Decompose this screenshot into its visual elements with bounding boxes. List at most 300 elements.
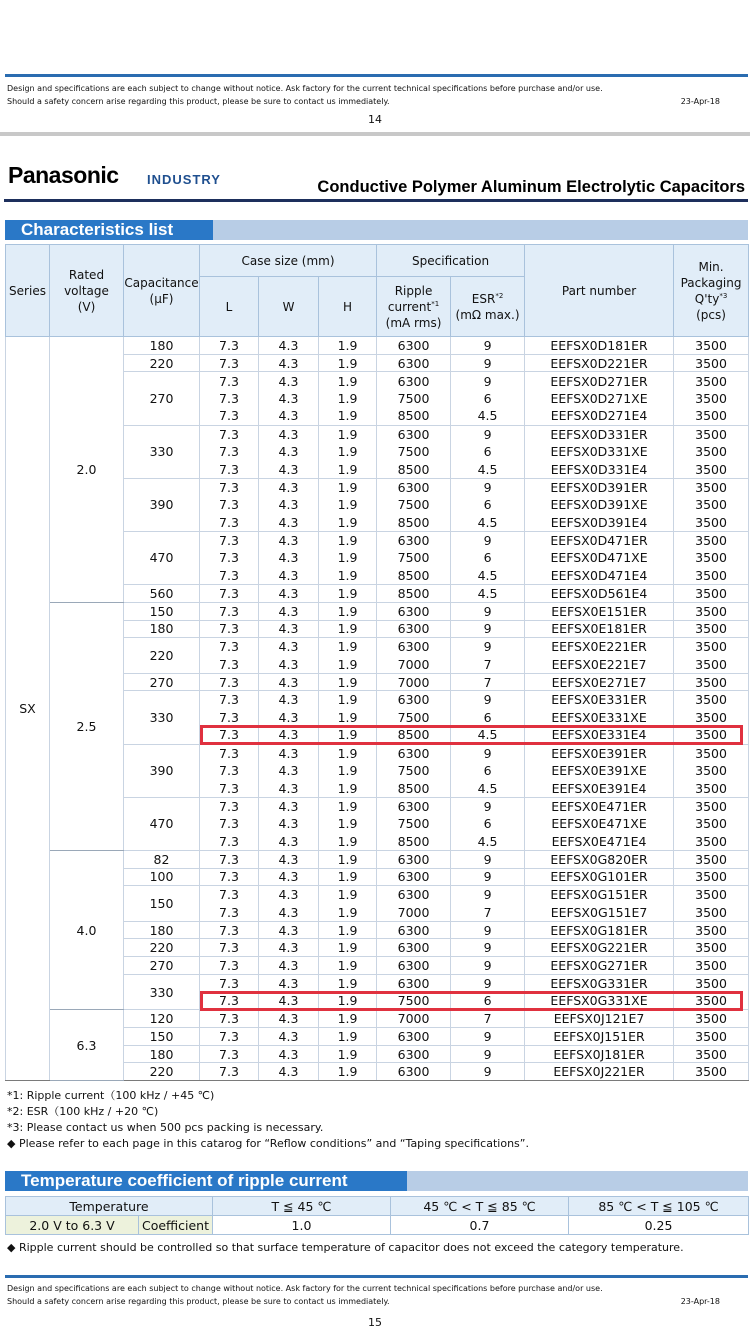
cell-min-pack: 3500: [674, 868, 749, 886]
brand-subtitle: INDUSTRY: [147, 172, 221, 187]
cell-H: 1.9: [319, 904, 377, 922]
cell-H: 1.9: [319, 514, 377, 532]
cell-min-pack: 3500: [674, 354, 749, 372]
top-disclaimer-line1: Design and specifications are each subject to change without notice. Ask factory for the current technical specifications before purchase and/or use.: [7, 84, 603, 93]
cell-ripple: 7500: [377, 992, 451, 1010]
cell-H: 1.9: [319, 461, 377, 479]
cell-esr: 7: [451, 904, 525, 922]
cell-min-pack: 3500: [674, 726, 749, 744]
cell-esr: 7: [451, 673, 525, 691]
cell-min-pack: 3500: [674, 957, 749, 975]
cell-part-number: EEFSX0E221E7: [525, 655, 674, 673]
temp-coefficient: 0.25: [569, 1216, 749, 1235]
cell-esr: 9: [451, 868, 525, 886]
top-disclaimer-line2: Should a safety concern arise regarding this product, please be sure to contact us immediately.: [7, 97, 390, 106]
col-rated-voltage: Rated voltage (V): [50, 245, 124, 337]
cell-ripple: 7500: [377, 390, 451, 408]
cell-L: 7.3: [200, 407, 259, 425]
cell-W: 4.3: [259, 620, 319, 638]
cell-esr: 9: [451, 850, 525, 868]
cell-ripple: 8500: [377, 833, 451, 851]
cell-W: 4.3: [259, 531, 319, 549]
cell-W: 4.3: [259, 478, 319, 496]
temp-range: 45 ℃ < T ≦ 85 ℃: [391, 1197, 569, 1216]
cell-W: 4.3: [259, 443, 319, 461]
cell-min-pack: 3500: [674, 939, 749, 957]
cell-capacitance: 470: [124, 531, 200, 584]
cell-W: 4.3: [259, 726, 319, 744]
cell-W: 4.3: [259, 390, 319, 408]
col-H: H: [319, 277, 377, 337]
cell-capacitance: 150: [124, 602, 200, 620]
cell-esr: 9: [451, 797, 525, 815]
cell-ripple: 6300: [377, 850, 451, 868]
cell-L: 7.3: [200, 691, 259, 709]
cell-esr: 4.5: [451, 514, 525, 532]
cell-H: 1.9: [319, 443, 377, 461]
cell-ripple: 7000: [377, 655, 451, 673]
cell-capacitance: 390: [124, 744, 200, 797]
cell-part-number: EEFSX0E221ER: [525, 638, 674, 656]
cell-ripple: 8500: [377, 567, 451, 585]
cell-min-pack: 3500: [674, 1045, 749, 1063]
cell-W: 4.3: [259, 354, 319, 372]
cell-L: 7.3: [200, 1010, 259, 1028]
cell-esr: 9: [451, 602, 525, 620]
cell-capacitance: 150: [124, 886, 200, 921]
cell-capacitance: 220: [124, 354, 200, 372]
cell-W: 4.3: [259, 833, 319, 851]
cell-H: 1.9: [319, 957, 377, 975]
cell-capacitance: 560: [124, 585, 200, 603]
cell-esr: 9: [451, 957, 525, 975]
cell-esr: 9: [451, 974, 525, 992]
cell-esr: 9: [451, 425, 525, 443]
cell-min-pack: 3500: [674, 425, 749, 443]
cell-H: 1.9: [319, 531, 377, 549]
cell-H: 1.9: [319, 1028, 377, 1046]
cell-min-pack: 3500: [674, 762, 749, 780]
cell-part-number: EEFSX0G820ER: [525, 850, 674, 868]
cell-ripple: 6300: [377, 886, 451, 904]
cell-min-pack: 3500: [674, 478, 749, 496]
cell-capacitance: 330: [124, 974, 200, 1009]
cell-ripple: 6300: [377, 744, 451, 762]
cell-esr: 9: [451, 478, 525, 496]
cell-L: 7.3: [200, 602, 259, 620]
cell-part-number: EEFSX0E271E7: [525, 673, 674, 691]
cell-L: 7.3: [200, 354, 259, 372]
cell-ripple: 7500: [377, 496, 451, 514]
cell-part-number: EEFSX0D471E4: [525, 567, 674, 585]
cell-capacitance: 100: [124, 868, 200, 886]
cell-esr: 9: [451, 1028, 525, 1046]
cell-esr: 9: [451, 939, 525, 957]
page-number-bottom: 15: [368, 1316, 382, 1329]
cell-W: 4.3: [259, 921, 319, 939]
title-rule: [4, 199, 748, 202]
cell-ripple: 7500: [377, 762, 451, 780]
cell-L: 7.3: [200, 425, 259, 443]
document-title: Conductive Polymer Aluminum Electrolytic Capacitors: [317, 178, 745, 196]
cell-L: 7.3: [200, 886, 259, 904]
cell-min-pack: 3500: [674, 691, 749, 709]
cell-H: 1.9: [319, 939, 377, 957]
cell-min-pack: 3500: [674, 655, 749, 673]
cell-min-pack: 3500: [674, 638, 749, 656]
cell-W: 4.3: [259, 797, 319, 815]
col-W: W: [259, 277, 319, 337]
note-esr: *2: ESR（100 kHz / +20 ℃): [7, 1105, 159, 1118]
cell-W: 4.3: [259, 904, 319, 922]
cell-ripple: 6300: [377, 602, 451, 620]
cell-esr: 9: [451, 620, 525, 638]
cell-min-pack: 3500: [674, 337, 749, 355]
cell-H: 1.9: [319, 992, 377, 1010]
cell-L: 7.3: [200, 478, 259, 496]
cell-esr: 6: [451, 443, 525, 461]
cell-H: 1.9: [319, 478, 377, 496]
cell-min-pack: 3500: [674, 797, 749, 815]
cell-capacitance: 220: [124, 1063, 200, 1081]
cell-L: 7.3: [200, 868, 259, 886]
cell-W: 4.3: [259, 638, 319, 656]
cell-capacitance: 180: [124, 1045, 200, 1063]
cell-part-number: EEFSX0G101ER: [525, 868, 674, 886]
cell-H: 1.9: [319, 1010, 377, 1028]
cell-part-number: EEFSX0D271XE: [525, 390, 674, 408]
cell-ripple: 6300: [377, 957, 451, 975]
cell-esr: 6: [451, 762, 525, 780]
cell-esr: 6: [451, 992, 525, 1010]
cell-capacitance: 330: [124, 425, 200, 478]
cell-part-number: EEFSX0J121E7: [525, 1010, 674, 1028]
cell-min-pack: 3500: [674, 673, 749, 691]
temp-header-label: Temperature: [6, 1197, 213, 1216]
cell-capacitance: 330: [124, 691, 200, 744]
cell-ripple: 7500: [377, 549, 451, 567]
cell-ripple: 8500: [377, 779, 451, 797]
cell-L: 7.3: [200, 850, 259, 868]
cell-capacitance: 220: [124, 939, 200, 957]
cell-part-number: EEFSX0E181ER: [525, 620, 674, 638]
cell-min-pack: 3500: [674, 496, 749, 514]
temp-coef-label: Coefficient: [139, 1216, 213, 1235]
cell-ripple: 6300: [377, 620, 451, 638]
cell-esr: 9: [451, 744, 525, 762]
cell-H: 1.9: [319, 850, 377, 868]
cell-part-number: EEFSX0D391E4: [525, 514, 674, 532]
cell-min-pack: 3500: [674, 567, 749, 585]
cell-L: 7.3: [200, 779, 259, 797]
cell-ripple: 8500: [377, 514, 451, 532]
cell-W: 4.3: [259, 602, 319, 620]
cell-part-number: EEFSX0G151E7: [525, 904, 674, 922]
cell-H: 1.9: [319, 620, 377, 638]
temp-coefficient: 0.7: [391, 1216, 569, 1235]
cell-W: 4.3: [259, 1028, 319, 1046]
cell-esr: 9: [451, 1063, 525, 1081]
cell-part-number: EEFSX0E391XE: [525, 762, 674, 780]
cell-W: 4.3: [259, 372, 319, 390]
cell-ripple: 6300: [377, 354, 451, 372]
temp-range: T ≦ 45 ℃: [213, 1197, 391, 1216]
cell-H: 1.9: [319, 815, 377, 833]
cell-W: 4.3: [259, 709, 319, 727]
cell-min-pack: 3500: [674, 1010, 749, 1028]
cell-esr: 6: [451, 390, 525, 408]
cell-min-pack: 3500: [674, 886, 749, 904]
cell-esr: 9: [451, 638, 525, 656]
cell-ripple: 6300: [377, 425, 451, 443]
cell-part-number: EEFSX0D391ER: [525, 478, 674, 496]
cell-W: 4.3: [259, 1010, 319, 1028]
cell-W: 4.3: [259, 585, 319, 603]
cell-min-pack: 3500: [674, 779, 749, 797]
cell-H: 1.9: [319, 496, 377, 514]
cell-min-pack: 3500: [674, 549, 749, 567]
cell-rated-voltage: 2.5: [50, 602, 124, 850]
cell-L: 7.3: [200, 531, 259, 549]
cell-ripple: 8500: [377, 461, 451, 479]
bottom-disclaimer-line2: Should a safety concern arise regarding this product, please be sure to contact us immediately.: [7, 1297, 390, 1306]
cell-min-pack: 3500: [674, 602, 749, 620]
cell-W: 4.3: [259, 567, 319, 585]
cell-L: 7.3: [200, 974, 259, 992]
cell-min-pack: 3500: [674, 974, 749, 992]
cell-min-pack: 3500: [674, 620, 749, 638]
cell-esr: 9: [451, 372, 525, 390]
cell-min-pack: 3500: [674, 815, 749, 833]
cell-min-pack: 3500: [674, 709, 749, 727]
cell-esr: 9: [451, 531, 525, 549]
cell-part-number: EEFSX0E151ER: [525, 602, 674, 620]
cell-W: 4.3: [259, 762, 319, 780]
cell-rated-voltage: 4.0: [50, 850, 124, 1009]
cell-part-number: EEFSX0E471E4: [525, 833, 674, 851]
cell-rated-voltage: 6.3: [50, 1010, 124, 1081]
cell-H: 1.9: [319, 726, 377, 744]
cell-H: 1.9: [319, 354, 377, 372]
cell-esr: 9: [451, 691, 525, 709]
cell-L: 7.3: [200, 461, 259, 479]
cell-capacitance: 120: [124, 1010, 200, 1028]
cell-H: 1.9: [319, 655, 377, 673]
cell-esr: 4.5: [451, 461, 525, 479]
cell-L: 7.3: [200, 815, 259, 833]
cell-W: 4.3: [259, 337, 319, 355]
cell-capacitance: 220: [124, 638, 200, 673]
cell-min-pack: 3500: [674, 921, 749, 939]
col-capacitance: Capacitance (μF): [124, 245, 200, 337]
cell-esr: 7: [451, 655, 525, 673]
temp-coefficient: 1.0: [213, 1216, 391, 1235]
cell-W: 4.3: [259, 886, 319, 904]
cell-esr: 6: [451, 496, 525, 514]
cell-L: 7.3: [200, 957, 259, 975]
cell-W: 4.3: [259, 868, 319, 886]
cell-H: 1.9: [319, 709, 377, 727]
cell-H: 1.9: [319, 868, 377, 886]
cell-capacitance: 180: [124, 921, 200, 939]
cell-W: 4.3: [259, 461, 319, 479]
cell-ripple: 6300: [377, 531, 451, 549]
cell-H: 1.9: [319, 797, 377, 815]
cell-ripple: 6300: [377, 372, 451, 390]
cell-L: 7.3: [200, 762, 259, 780]
cell-part-number: EEFSX0D181ER: [525, 337, 674, 355]
bottom-rule: [5, 1275, 748, 1278]
col-specification: Specification: [377, 245, 525, 277]
cell-L: 7.3: [200, 709, 259, 727]
cell-W: 4.3: [259, 939, 319, 957]
cell-esr: 4.5: [451, 407, 525, 425]
col-part-number: Part number: [525, 245, 674, 337]
cell-W: 4.3: [259, 407, 319, 425]
cell-W: 4.3: [259, 514, 319, 532]
cell-part-number: EEFSX0D331ER: [525, 425, 674, 443]
cell-capacitance: 270: [124, 372, 200, 425]
cell-W: 4.3: [259, 779, 319, 797]
cell-L: 7.3: [200, 1063, 259, 1081]
cell-capacitance: 82: [124, 850, 200, 868]
brand-logo: Panasonic: [8, 162, 119, 188]
cell-H: 1.9: [319, 585, 377, 603]
cell-H: 1.9: [319, 1045, 377, 1063]
cell-ripple: 8500: [377, 585, 451, 603]
cell-L: 7.3: [200, 833, 259, 851]
cell-part-number: EEFSX0E471ER: [525, 797, 674, 815]
cell-L: 7.3: [200, 549, 259, 567]
cell-ripple: 7500: [377, 709, 451, 727]
cell-part-number: EEFSX0D471XE: [525, 549, 674, 567]
cell-esr: 9: [451, 337, 525, 355]
cell-ripple: 8500: [377, 726, 451, 744]
cell-H: 1.9: [319, 691, 377, 709]
cell-L: 7.3: [200, 992, 259, 1010]
cell-H: 1.9: [319, 567, 377, 585]
cell-part-number: EEFSX0E471XE: [525, 815, 674, 833]
cell-esr: 9: [451, 921, 525, 939]
cell-ripple: 6300: [377, 939, 451, 957]
cell-L: 7.3: [200, 337, 259, 355]
cell-H: 1.9: [319, 1063, 377, 1081]
cell-H: 1.9: [319, 407, 377, 425]
cell-capacitance: 150: [124, 1028, 200, 1046]
cell-min-pack: 3500: [674, 850, 749, 868]
cell-esr: 6: [451, 815, 525, 833]
cell-W: 4.3: [259, 496, 319, 514]
cell-L: 7.3: [200, 1045, 259, 1063]
cell-part-number: EEFSX0D561E4: [525, 585, 674, 603]
temperature-note: ◆ Ripple current should be controlled so that surface temperature of capacitor does not exceed the category temperature.: [7, 1241, 684, 1254]
top-disclaimer-date: 23-Apr-18: [680, 97, 720, 106]
cell-H: 1.9: [319, 638, 377, 656]
cell-part-number: EEFSX0J151ER: [525, 1028, 674, 1046]
cell-esr: 9: [451, 1045, 525, 1063]
cell-W: 4.3: [259, 992, 319, 1010]
characteristics-table: [5, 244, 749, 1081]
cell-ripple: 7000: [377, 673, 451, 691]
cell-ripple: 6300: [377, 868, 451, 886]
temp-voltage-range: 2.0 V to 6.3 V: [6, 1216, 139, 1235]
col-case-size: Case size (mm): [200, 245, 377, 277]
cell-L: 7.3: [200, 939, 259, 957]
cell-esr: 4.5: [451, 585, 525, 603]
cell-min-pack: 3500: [674, 833, 749, 851]
cell-H: 1.9: [319, 921, 377, 939]
cell-capacitance: 470: [124, 797, 200, 850]
cell-L: 7.3: [200, 496, 259, 514]
cell-min-pack: 3500: [674, 904, 749, 922]
cell-part-number: EEFSX0G151ER: [525, 886, 674, 904]
cell-L: 7.3: [200, 443, 259, 461]
cell-min-pack: 3500: [674, 585, 749, 603]
cell-capacitance: 390: [124, 478, 200, 531]
cell-part-number: EEFSX0G331ER: [525, 974, 674, 992]
cell-L: 7.3: [200, 372, 259, 390]
cell-part-number: EEFSX0D271E4: [525, 407, 674, 425]
table-row: [6, 1010, 749, 1028]
page-number-top: 14: [368, 113, 382, 126]
cell-H: 1.9: [319, 886, 377, 904]
cell-min-pack: 3500: [674, 514, 749, 532]
cell-H: 1.9: [319, 390, 377, 408]
cell-W: 4.3: [259, 957, 319, 975]
cell-H: 1.9: [319, 974, 377, 992]
col-series: Series: [6, 245, 50, 337]
note-ripple: *1: Ripple current（100 kHz / +45 ℃): [7, 1089, 215, 1102]
table-row: [6, 850, 749, 868]
cell-ripple: 6300: [377, 1063, 451, 1081]
cell-H: 1.9: [319, 372, 377, 390]
cell-W: 4.3: [259, 549, 319, 567]
cell-H: 1.9: [319, 744, 377, 762]
cell-esr: 6: [451, 709, 525, 727]
temp-range: 85 ℃ < T ≦ 105 ℃: [569, 1197, 749, 1216]
cell-esr: 4.5: [451, 567, 525, 585]
cell-part-number: EEFSX0D271ER: [525, 372, 674, 390]
temperature-heading: Temperature coefficient of ripple current: [5, 1171, 407, 1191]
cell-part-number: EEFSX0E331ER: [525, 691, 674, 709]
cell-capacitance: 180: [124, 337, 200, 355]
col-L: L: [200, 277, 259, 337]
cell-L: 7.3: [200, 1028, 259, 1046]
cell-part-number: EEFSX0D471ER: [525, 531, 674, 549]
cell-ripple: 6300: [377, 921, 451, 939]
col-esr: ESR$^{*2}$ (mΩ max.): [451, 277, 525, 337]
cell-min-pack: 3500: [674, 390, 749, 408]
cell-L: 7.3: [200, 585, 259, 603]
top-rule: [5, 74, 748, 77]
cell-min-pack: 3500: [674, 461, 749, 479]
cell-esr: 6: [451, 549, 525, 567]
cell-part-number: EEFSX0J181ER: [525, 1045, 674, 1063]
cell-W: 4.3: [259, 673, 319, 691]
col-ripple-current: Ripple current$^{*1}$ (mA rms): [377, 277, 451, 337]
bottom-disclaimer-line1: Design and specifications are each subject to change without notice. Ask factory for the current technical specifications before purchase and/or use.: [7, 1284, 603, 1293]
cell-L: 7.3: [200, 744, 259, 762]
cell-ripple: 7000: [377, 1010, 451, 1028]
cell-min-pack: 3500: [674, 992, 749, 1010]
cell-H: 1.9: [319, 602, 377, 620]
cell-min-pack: 3500: [674, 1063, 749, 1081]
col-min-packaging: Min. Packaging $Q'ty^{*3}$ (pcs): [674, 245, 749, 337]
cell-H: 1.9: [319, 673, 377, 691]
cell-L: 7.3: [200, 638, 259, 656]
cell-part-number: EEFSX0E391E4: [525, 779, 674, 797]
cell-min-pack: 3500: [674, 531, 749, 549]
